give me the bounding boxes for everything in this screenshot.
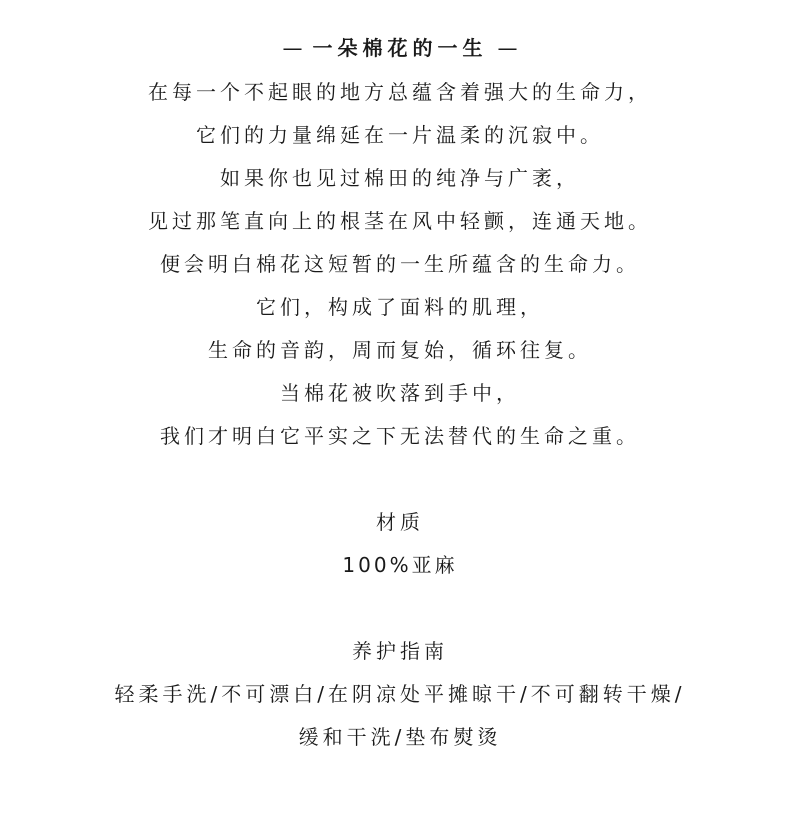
poem-line: 它们的力量绵延在一片温柔的沉寂中。 [196,123,604,147]
poem-line: 在每一个不起眼的地方总蕴含着强大的生命力， [148,80,652,104]
poem-line: 生命的音韵，周而复始，循环往复。 [208,338,592,362]
title-dash-right: — [497,36,518,60]
care-instructions-line: 缓和干洗/垫布熨烫 [298,725,502,749]
section-title [0,34,800,62]
material-value: 100%亚麻 [342,553,458,577]
poem-line: 我们才明白它平实之下无法替代的生命之重。 [160,424,640,448]
poem-line: 见过那笔直向上的根茎在风中轻颤，连通天地。 [148,209,652,233]
title-dash-left: — [282,36,303,60]
title-text: 一朵棉花的一生 [312,36,488,60]
poem-line: 便会明白棉花这短暂的一生所蕴含的生命力。 [160,252,640,276]
poem-line: 当棉花被吹落到手中， [280,381,520,405]
care-label: 养护指南 [352,639,448,663]
poem-line: 它们，构成了面料的肌理， [256,295,544,319]
material-label: 材质 [376,510,424,534]
care-instructions-line: 轻柔手洗/不可漂白/在阴凉处平摊晾干/不可翻转干燥/ [114,682,686,706]
poem-line: 如果你也见过棉田的纯净与广袤， [220,166,580,190]
